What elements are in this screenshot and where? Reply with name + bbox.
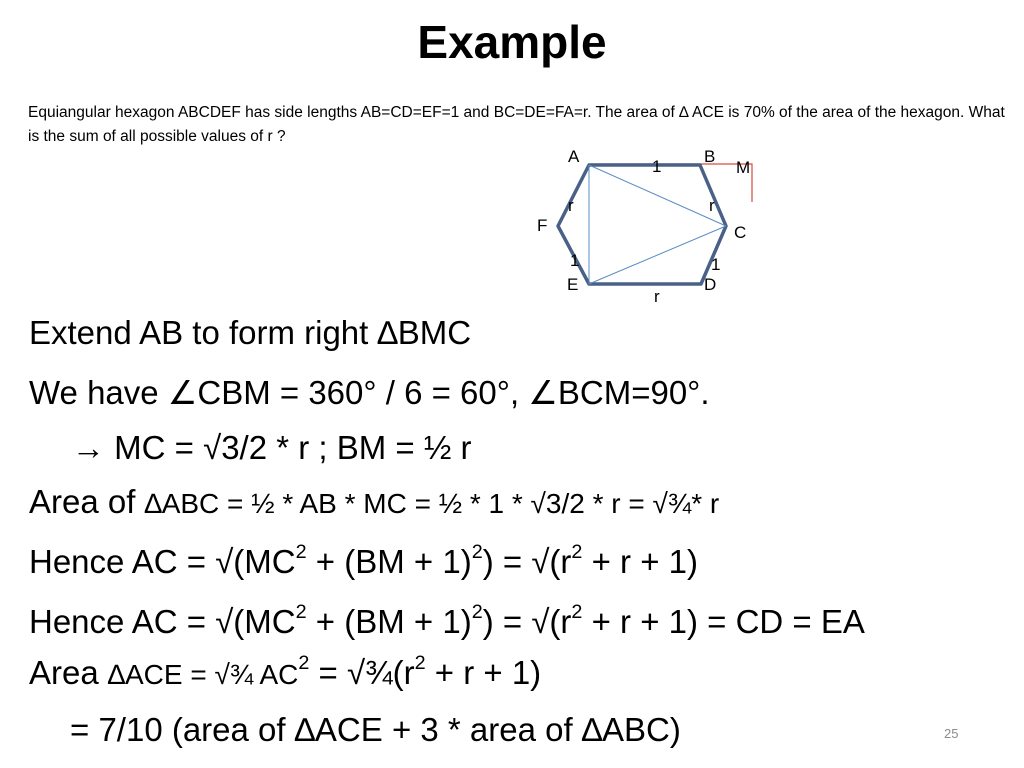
line-ac2-part1: Hence AC = √(MC [29,603,296,640]
side-label-fa: r [568,196,574,215]
vertex-label-d: D [704,275,717,294]
line-area-ace-part4: + r + 1) [425,654,542,691]
vertex-label-m: M [736,158,751,177]
line-ac-sup3: 2 [571,541,583,564]
side-label-ab: 1 [652,157,662,176]
extension-line-bmc [588,164,752,202]
line-extend-ab: Extend AB to form right ∆BMC [29,314,472,351]
hexagon-outline [558,165,726,284]
line-ac-equals-cd-ea [29,602,865,642]
line-ac2-part4: + r + 1) = CD = EA [582,603,865,640]
line-area-ace-part1: Area [29,654,108,691]
side-label-de: r [654,287,660,306]
vertex-label-c: C [734,223,747,242]
line-ac-part1: Hence AC = √(MC [29,543,296,580]
problem-statement: Equiangular hexagon ABCDEF has side lengths AB=CD=EF=1 and BC=DE=FA=r. The area of ∆ ACE is 70% of the area of the hexagon. What is the sum of all possible values of r ? [28,104,1005,145]
line-area-ace-sup2: 2 [414,652,426,675]
hexagon-diagram [530,140,770,310]
line-ac-sup1: 2 [295,541,307,564]
line-ac-part2: + (BM + 1) [306,543,472,580]
line-area-abc-part1: Area of [29,483,145,520]
side-label-ef: 1 [570,251,580,270]
line-area-abc [29,482,719,524]
page-number: 25 [944,726,959,741]
vertex-label-e: E [567,275,579,294]
slide-title: Example [417,16,607,68]
line-ac-part4: + r + 1) [582,543,698,580]
line-ac2-sup2: 2 [471,601,483,624]
vertex-label-b: B [704,147,716,166]
line-ac-sup2: 2 [471,541,483,564]
line-area-abc-part2: ∆ABC = ½ * AB * MC = ½ * 1 * √3/2 * r = √¾* r [144,488,720,519]
line-mc-bm: → MC = √3/2 * r ; BM = ½ r [72,429,472,466]
line-area-ace [29,653,541,695]
vertex-label-f: F [537,216,548,235]
line-area-ace-part2: ∆ACE = √¾ AC [107,659,299,690]
line-angles: We have ∠CBM = 360° / 6 = 60°, ∠BCM=90°. [29,374,710,411]
line-ac-part3: ) = √(r [482,543,572,580]
line-ac2-part3: ) = √(r [482,603,572,640]
line-ac2-part2: + (BM + 1) [306,603,472,640]
line-ac2-sup1: 2 [295,601,307,624]
side-label-cd: 1 [711,255,721,274]
vertex-label-a: A [568,147,580,166]
line-area-equation: = 7/10 (area of ∆ACE + 3 * area of ∆ABC) [70,711,681,748]
line-ac2-sup3: 2 [571,601,583,624]
line-ac-formula [29,542,698,582]
side-label-bc: r [709,196,715,215]
line-area-ace-part3: = √¾(r [309,654,415,691]
line-area-ace-sup1: 2 [298,652,310,675]
